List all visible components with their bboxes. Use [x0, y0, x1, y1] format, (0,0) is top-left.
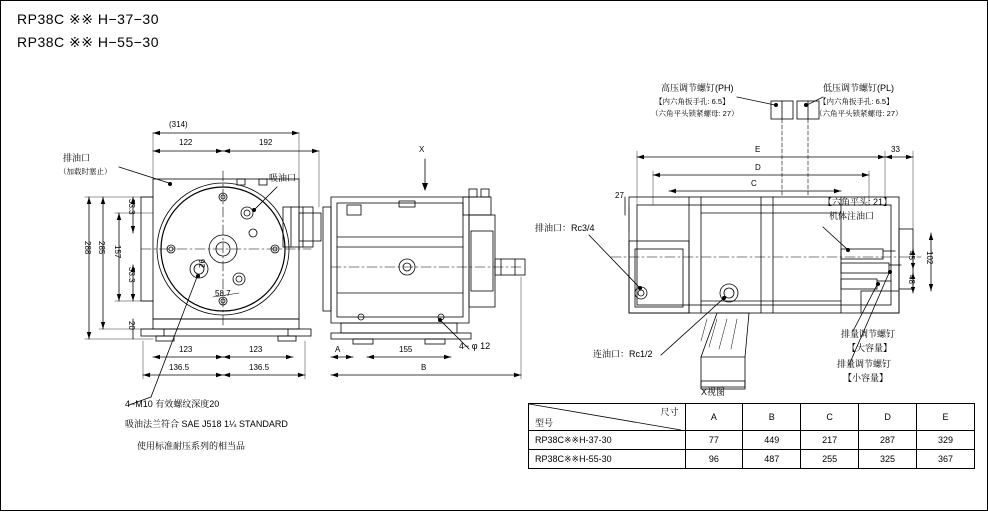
spec-row-0-model: RP38C※※H-37-30 [529, 431, 686, 450]
spec-row-1-D: 325 [859, 450, 917, 469]
dim-A: A [335, 345, 341, 354]
low-pressure-hex-label: 【内六角扳手孔: 6.5】 [819, 97, 894, 106]
flow-screw-small-label-2: 【小容量】 [843, 373, 889, 383]
spec-row-1-model: RP38C※※H-55-30 [529, 450, 686, 469]
flow-screw-small-label-1: 排量调节螺钉 [837, 359, 892, 369]
dim-27: 27 [615, 191, 624, 200]
spec-table [528, 403, 975, 476]
spec-row-0-A: 77 [685, 431, 743, 450]
dim-58-7: 58.7 [215, 289, 231, 298]
dim-33-3-lower: 33.3 [127, 267, 136, 283]
dim-285: 285 [97, 241, 106, 255]
spec-table-header-corner [529, 404, 686, 431]
spec-row-1-A: 96 [685, 450, 743, 469]
spec-row-0-C: 217 [801, 431, 859, 450]
dim-136-5-left: 136.5 [169, 363, 190, 372]
dim-45: 45 [907, 251, 916, 260]
hex-head-label: 【六角平头: 21】 [823, 197, 893, 207]
note-line-1: 4−M10 有效螺纹深度20 [125, 399, 220, 409]
note-line-2: 吸油法兰符合 SAE J518 1¼ STANDARD [125, 419, 288, 429]
dim-136-5-right: 136.5 [249, 363, 270, 372]
dim-33-3-upper: 33.3 [127, 199, 136, 215]
spec-row-1-C: 255 [801, 450, 859, 469]
dim-20: 20 [127, 321, 136, 330]
high-pressure-screw-label: 高压调节螺钉(PH) [661, 83, 734, 93]
x-view-label: X视图 [701, 387, 726, 397]
body-oil-fill-label: 机体注油口 [829, 211, 875, 221]
table-row [529, 431, 975, 450]
flow-screw-big-label-2: 【大容量】 [847, 343, 893, 353]
spec-col-E: E [917, 404, 975, 431]
dim-288: 288 [83, 241, 92, 255]
dim-155: 155 [399, 345, 413, 354]
dim-B: B [421, 363, 427, 372]
model-word: 型号 [535, 418, 554, 428]
drain-port-rc34-label: 排油口：Rc3/4 [535, 223, 595, 233]
dim-192: 192 [259, 138, 273, 147]
drain-port-label: 排油口 [63, 153, 91, 163]
dim-123-left: 123 [179, 345, 193, 354]
section-mark-x: X [419, 145, 425, 154]
note-line-3: 使用标准耐压系列的相当品 [137, 441, 246, 451]
spec-row-0-D: 287 [859, 431, 917, 450]
title-line-2: RP38C ※※ H−55−30 [17, 34, 159, 50]
dim-33: 33 [891, 145, 900, 154]
low-pressure-screw-label: 低压调节螺钉(PL) [823, 83, 895, 93]
dim-157: 157 [113, 245, 122, 259]
dim-122: 122 [179, 138, 193, 147]
dim-48: 48 [907, 275, 916, 284]
table-row [529, 450, 975, 469]
spec-table-grid [528, 403, 975, 469]
spec-row-0-E: 329 [917, 431, 975, 450]
size-word: 尺寸 [660, 407, 679, 417]
suction-port-label: 吸油口 [269, 173, 297, 183]
dim-E: E [755, 145, 761, 154]
connect-port-rc12-label: 连油口：Rc1/2 [593, 349, 653, 359]
high-pressure-nut-label: （六角平头锁紧螺母: 27） [651, 109, 739, 118]
spec-table-header-row [529, 404, 975, 431]
spec-row-0-B: 449 [743, 431, 801, 450]
dim-D: D [755, 163, 761, 172]
spec-row-1-B: 487 [743, 450, 801, 469]
spec-col-C: C [801, 404, 859, 431]
dim-314: (314) [169, 120, 188, 129]
spec-col-A: A [685, 404, 743, 431]
spec-row-1-E: 367 [917, 450, 975, 469]
dim-92: 92 [197, 259, 206, 268]
title-line-1: RP38C ※※ H−37−30 [17, 11, 159, 27]
hole-note-label: 4− φ 12 [459, 341, 491, 351]
spec-col-D: D [859, 404, 917, 431]
spec-col-B: B [743, 404, 801, 431]
low-pressure-nut-label: （六角平头锁紧螺母: 27） [815, 109, 903, 118]
dim-123-right: 123 [249, 345, 263, 354]
dim-102: 102 [925, 251, 934, 265]
dim-C: C [751, 179, 757, 188]
drain-port-note: （加载时塞止） [59, 167, 112, 176]
flow-screw-big-label-1: 排量调节螺钉 [841, 329, 896, 339]
high-pressure-hex-label: 【内六角扳手孔: 6.5】 [655, 97, 730, 106]
